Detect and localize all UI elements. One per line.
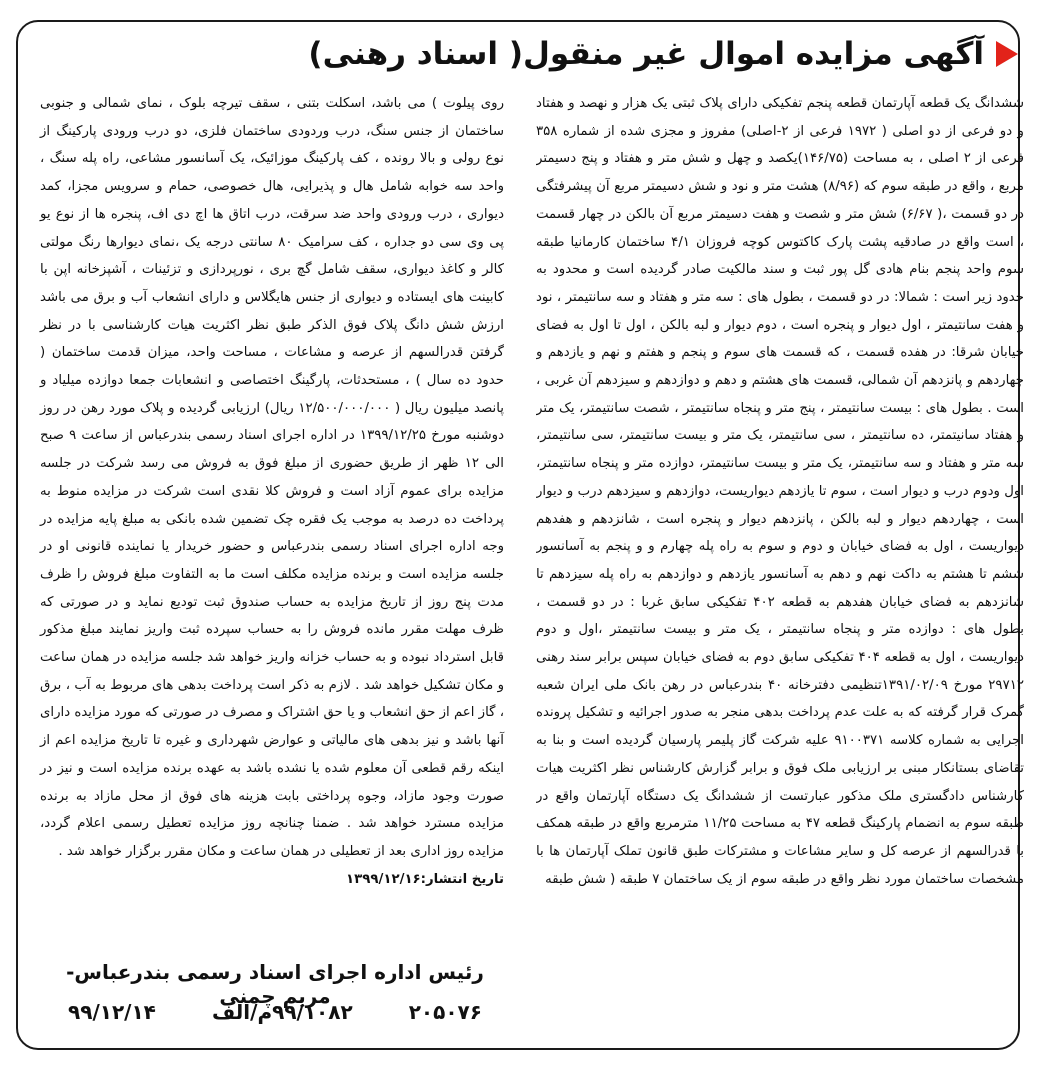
body-left-column (40, 90, 504, 893)
ad-title: آگهی مزایده اموال غیر منقول( اسناد رهنی) (308, 36, 984, 72)
code-number: ۲۰۵۰۷۶ (408, 1000, 482, 1024)
right-column-text: ششدانگ یک قطعه آپارتمان قطعه پنجم تفکیکی دارای پلاک ثبتی یک هزار و نهصد و هفتاد و دو فرعی از دو اصلی ( ۱۹۷۲ فرعی از ۲-اصلی) مفروز و مجزی شده از شماره ۳۵۸ فرعی از ۲ اصلی ، به مساحت (۱۴۶/۷۵)یکصد و چهل و شش متر و هفتاد و پنج دسیمتر مربع ، واقع در طبقه سوم که (۸/۹۶) هشت متر و نود و شش دسیمتر مربع آن پیشرفتگی در دو قسمت ،( ۶/۶۷) شش متر و شصت و هفت دسیمتر مربع آن بالکن در چهار قسمت ، است واقع در صادقیه پشت پارک کاکتوس کوچه فروزان ۴/۱ ساختمان کارمانیا طبقه سوم واحد پنجم بنام هادی گل پور ثبت و سند مالکیت صادر گردیده است و محدود به حدود زیر است : شمالا: در دو قسمت ، بطول های : سه متر و هفتاد و سه سانتیمتر ، نود و هفت سانتیمتر ، اول دیوار و پنجره است ، دوم دیوار و لبه بالکن ، اول تا اول به فضای خیابان شرقا: در هفده قسمت ، که قسمت های سوم و پنجم و هفتم و نهم و یازدهم و چهاردهم و پانزدهم آن شمالی، قسمت های هشتم و دهم و دوازدهم و سیزدهم آن غربی ، است . بطول های : بیست سانتیمتر ، پنج متر و پنجاه سانتیمتر ، شصت سانتیمتر، یک متر و هفتاد سانیتمتر، ده سانتیمتر ، سی سانتیمتر، یک متر و بیست سانتیمتر، سی سانتیمتر، سه متر و هفتاد و سه سانتیمتر، یک متر و بیست سانتیمتر، دوازده متر و پنجاه سانتیمتر، اول ودوم درب و دیوار است ، سوم تا یازدهم دیواریست، دوازدهم و سیزدهم درب و دیوار است ، چهاردهم دیوار و لبه بالکن ، پانزدهم دیوار و پنجره است ، شانزدهم و هفدهم دیواریست ، اول به فضای خیابان و دوم و سوم به راه پله چهارم و و پنجم به آسانسور ششم تا هشتم به داکت نهم و دهم به آسانسور یازدهم و دوازدهم به راه پله سیزدهم تا شانزدهم به فضای خیابان هفدهم به قطعه ۴۰۲ تفکیکی سابق غربا : در دو قسمت ، بطول های : دوازده متر و پنجاه سانتیمتر ، یک متر و بیست سانتیمتر ،اول و دوم دیواریست ، اول به قطعه ۴۰۴ تفکیکی سابق دوم به فضای خیابان سپس برابر سند رهنی ۲۹۷۱۲ مورخ ۱۳۹۱/۰۲/۰۹تنظیمی دفترخانه ۴۰ بندرعباس در رهن بانک ملی ایران شعبه گمرک قرار گرفته که به علت عدم پرداخت بدهی منجر به صدور اجرائیه و تشکیل پرونده اجرایی به شماره کلاسه ۹۱۰۰۳۷۱ علیه شرکت گاز پلیمر پارسیان گردیده است و بنا به تقاضای بستانکار مبنی بر ارزیابی ملک فوق و برابر گزارش کارشناس نظر اکثریت هیات کارشناس دادگستری ملک مذکور عبارتست از ششدانگ یک دستگاه آپارتمان واقع در طبقه سوم به انضمام پارکینگ قطعه ۴۷ به مساحت ۱۱/۲۵ مترمربع واقع در طبقه همکف با قدرالسهم از عرصه کل و سایر مشاعات و مشترکات طبق قانون تملک آپارتمان ها با مشخصات ساختمان مورد نظر واقع در طبقه سوم از یک ساختمان ۷ طبقه ( شش طبقه (536, 96, 1024, 887)
body-right-column (536, 90, 1024, 1038)
footer-codes (40, 1000, 510, 1024)
reference-number: ۹۹/۱۰۸۲م/الف (211, 1000, 353, 1024)
signature-line: رئیس اداره اجرای اسناد رسمی بندرعباس- مریم چمنی (66, 960, 484, 1008)
red-triangle-icon (996, 41, 1018, 67)
ad-header (308, 32, 1018, 76)
footer-date: ۹۹/۱۲/۱۴ (68, 1000, 156, 1024)
left-column-text: روی پیلوت ) می باشد، اسکلت بتنی ، سقف تیرچه بلوک ، نمای شمالی و جنوبی ساختمان از جنس سنگ، درب وردودی ساختمان فلزی، دو درب ورودی پارکینگ از نوع رولی و بالا رونده ، کف پارکینگ موزائیک، یک آسانسور مشاعی، راه پله سنگ ، واحد سه خوابه شامل هال و پذیرایی، هال خصوصی، حمام و سرویس مجزا، کمد دیواری ، درب ورودی واحد ضد سرقت، درب اتاق ها اچ دی اف، پنجره ها از نوع یو پی وی سی دو جداره ، کف سرامیک ۸۰ سانتی درجه یک ،نمای دیوارها رنگ مولتی کالر و کاغذ دیواری، سقف شامل گچ بری ، نورپردازی و تزئینات ، آشپزخانه اپن با کابینت های ایستاده و دیواری از جنس هایگلاس و دارای انشعاب آب و برق می باشد ارزش شش دانگ پلاک فوق الذکر طبق نظر اکثریت هیات کارشناسی با در نظر گرفتن قدرالسهم از عرصه و مشاعات ، مساحت واحد، میزان قدمت ساختمان ( حدود ده سال ) ، مستحدثات، پارگینگ اختصاصی و انشعابات جمعا دوازده میلیاد و پانصد میلیون ریال ( ۱۲/۵۰۰/۰۰۰/۰۰۰ ریال) ارزیابی گردیده و پلاک مورد رهن در روز دوشنبه مورخ ۱۳۹۹/۱۲/۲۵ در اداره اجرای اسناد رسمی بندرعباس از ساعت ۹ صبح الی ۱۲ ظهر از طریق حضوری از مبلغ فوق به فروش می رسد شرکت در جلسه مزایده برای عموم آزاد است و فروش کلا نقدی است شرکت در مزایده منوط به پرداخت ده درصد به موجب یک فقره چک تضمین شده بانکی به مبلغ پایه مزایده در وجه اداره اجرای اسناد رسمی بندرعباس و حضور خریدار یا نماینده قانونی او در جلسه مزایده است و برنده مزایده مکلف است ما به التفاوت مبلغ فروش را ظرف مدت پنج روز از تاریخ مزایده به حساب صندوق ثبت تودیع نماید و در صورتی که ظرف مهلت مقرر مانده فروش را به حساب سپرده ثبت واریز نمایند مبلغ مذکور قابل استرداد نبوده و به حساب خزانه واریز خواهد شد جلسه مزایده در همان ساعت و مکان تشکیل خواهد شد . لازم به ذکر است پرداخت بدهی های مربوط به آب ، برق ، گاز اعم از حق انشعاب و یا حق اشتراک و مصرف در صورتی که مورد مزایده دارای آنها باشد و نیز بدهی های مالیاتی و عوارض شهرداری و غیره تا تاریخ مزایده اعم از اینکه رقم قطعی آن معلوم شده یا نشده باشد به عهده برنده مزایده است و نیز در صورت وجود مازاد، وجوه پرداختی بابت هزینه های فوق از محل مازاد به برنده مزایده مسترد خواهد شد . ضمنا چنانچه روز مزایده تعطیل رسمی اعلام گردد، مزایده روز اداری بعد از تعطیلی در همان ساعت و مکان مقرر برگزار خواهد شد . (40, 96, 504, 859)
publication-date: تاریخ انتشار:۱۳۹۹/۱۲/۱۶ (346, 871, 504, 887)
